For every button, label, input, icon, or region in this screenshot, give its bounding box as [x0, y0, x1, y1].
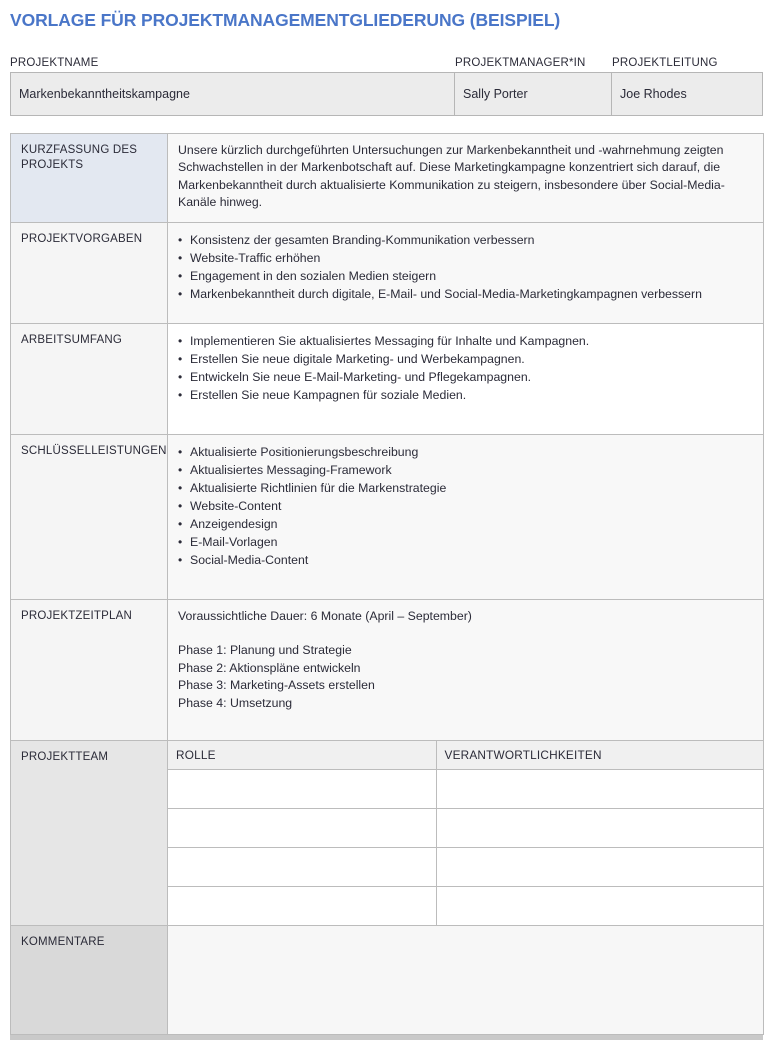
project-outline-table: [10, 133, 764, 1035]
team-role-cell[interactable]: [168, 847, 436, 886]
deliverables-content[interactable]: [168, 434, 764, 599]
table-row-objectives: [11, 222, 764, 323]
scope-content[interactable]: [168, 323, 764, 434]
project-name-field[interactable]: Markenbekanntheitskampagne: [11, 73, 455, 115]
team-role-cell[interactable]: [168, 808, 436, 847]
team-header-row: [168, 741, 763, 770]
spacer: [178, 625, 755, 642]
team-table: [168, 741, 763, 925]
deliverables-label: SCHLÜSSELLEISTUNGEN: [11, 434, 168, 599]
team-responsibilities-cell[interactable]: [436, 808, 763, 847]
list-item: • Anzeigendesign: [178, 515, 755, 533]
scope-list: [178, 332, 755, 404]
list-item: • Aktualisierte Richtlinien für die Markenstrategie: [178, 479, 755, 497]
table-row-timeline: [11, 599, 764, 740]
deliverables-list: [178, 443, 755, 569]
list-item: • Engagement in den sozialen Medien steigern: [178, 267, 755, 285]
summary-label: KURZFASSUNG DES PROJEKTS: [11, 133, 168, 222]
team-column-responsibilities: VERANTWORTLICHKEITEN: [436, 741, 763, 770]
page-title: VORLAGE FÜR PROJEKTMANAGEMENTGLIEDERUNG (BEISPIEL): [10, 10, 561, 30]
project-manager-field[interactable]: Sally Porter: [455, 73, 612, 115]
timeline-content[interactable]: [168, 599, 764, 740]
objectives-content[interactable]: [168, 222, 764, 323]
team-role-cell[interactable]: [168, 886, 436, 925]
header-value-row: [10, 72, 763, 116]
table-row-comments: [11, 925, 764, 1034]
team-content: [168, 740, 764, 925]
table-bottom-shadow: [10, 1035, 763, 1040]
team-label: PROJEKTTEAM: [11, 740, 168, 925]
comments-label: KOMMENTARE: [11, 925, 168, 1034]
list-item: • Social-Media-Content: [178, 551, 755, 569]
timeline-phase: Phase 3: Marketing-Assets erstellen: [178, 678, 375, 693]
team-role-cell[interactable]: [168, 769, 436, 808]
list-item: • Implementieren Sie aktualisiertes Messaging für Inhalte und Kampagnen.: [178, 332, 755, 350]
project-lead-field[interactable]: Joe Rhodes: [612, 73, 762, 115]
list-item: • Aktualisiertes Messaging-Framework: [178, 461, 755, 479]
objectives-label: PROJEKTVORGABEN: [11, 222, 168, 323]
list-item: • Erstellen Sie neue digitale Marketing- und Werbekampagnen.: [178, 350, 755, 368]
table-row: [168, 886, 763, 925]
list-item: • Erstellen Sie neue Kampagnen für soziale Medien.: [178, 386, 755, 404]
team-column-role: ROLLE: [168, 741, 436, 770]
table-row: [168, 808, 763, 847]
table-row: [168, 847, 763, 886]
project-name-label: PROJEKTNAME: [10, 56, 99, 69]
project-manager-label: PROJEKTMANAGER*IN: [455, 56, 586, 69]
list-item: • E-Mail-Vorlagen: [178, 533, 755, 551]
header-label-row: [10, 50, 763, 72]
summary-content[interactable]: [168, 133, 764, 222]
timeline-phase: Phase 2: Aktionspläne entwickeln: [178, 660, 361, 675]
table-row-scope: [11, 323, 764, 434]
timeline-phase: Phase 4: Umsetzung: [178, 695, 293, 710]
list-item: • Entwickeln Sie neue E-Mail-Marketing- und Pflegekampagnen.: [178, 368, 755, 386]
team-responsibilities-cell[interactable]: [436, 886, 763, 925]
list-item: • Markenbekanntheit durch digitale, E-Mail- und Social-Media-Marketingkampagnen verbessern: [178, 285, 755, 303]
list-item: • Aktualisierte Positionierungsbeschreibung: [178, 443, 755, 461]
objectives-list: [178, 231, 755, 303]
timeline-label: PROJEKTZEITPLAN: [11, 599, 168, 740]
comments-content[interactable]: [168, 925, 764, 1034]
table-row-summary: [11, 133, 764, 222]
timeline-duration: Voraussichtliche Dauer: 6 Monate (April – September): [178, 608, 472, 623]
scope-label: ARBEITSUMFANG: [11, 323, 168, 434]
summary-text: Unsere kürzlich durchgeführten Untersuchungen zur Markenbekanntheit und -wahrnehmung zeigten Schwachstellen in der Markenbotschaft auf. Diese Marketingkampagne konzentriert sich darauf, die Markenbekanntheit durch aktualisierte Kommunikation zu steigern, insbesondere über Social-Media-Kanäle hinweg.: [178, 142, 725, 210]
list-item: • Website-Content: [178, 497, 755, 515]
table-row-team: [11, 740, 764, 925]
list-item: • Konsistenz der gesamten Branding-Kommunikation verbessern: [178, 231, 755, 249]
table-row: [168, 769, 763, 808]
project-lead-label: PROJEKTLEITUNG: [612, 56, 718, 69]
team-responsibilities-cell[interactable]: [436, 769, 763, 808]
team-responsibilities-cell[interactable]: [436, 847, 763, 886]
table-row-deliverables: [11, 434, 764, 599]
timeline-phase: Phase 1: Planung und Strategie: [178, 643, 352, 658]
list-item: • Website-Traffic erhöhen: [178, 249, 755, 267]
